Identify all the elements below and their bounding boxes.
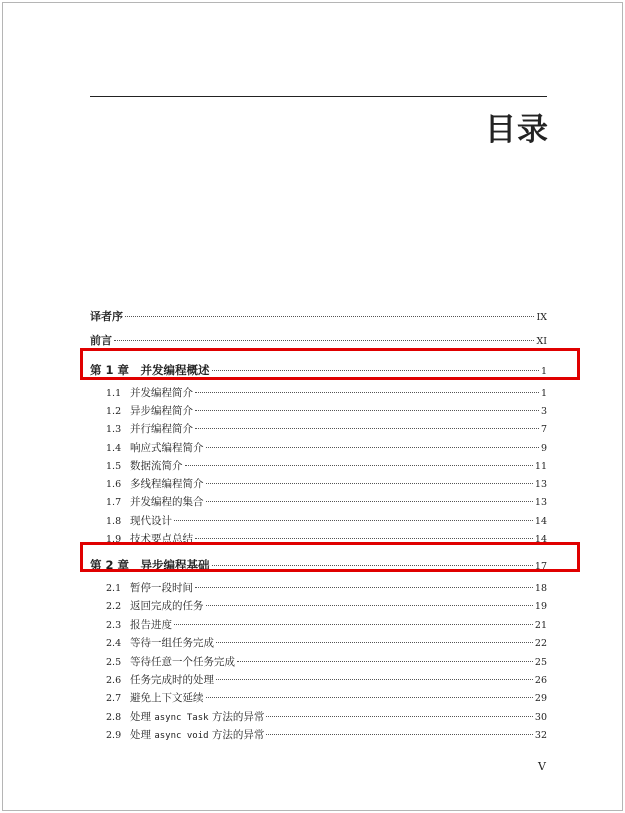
leader-dots xyxy=(195,428,539,429)
leader-dots xyxy=(185,465,533,466)
leader-dots xyxy=(195,587,533,588)
toc-section-2-3[interactable]: 2.3 报告进度 21 xyxy=(106,619,547,631)
toc-section-1-5[interactable]: 1.5 数据流简介 11 xyxy=(106,460,547,472)
leader-dots xyxy=(206,697,533,698)
leader-dots xyxy=(195,410,539,411)
toc-entry-translator-preface[interactable]: 译者序 IX xyxy=(90,310,547,323)
leader-dots xyxy=(125,316,534,317)
section-label: 处理 async Task 方法的异常 xyxy=(130,711,265,723)
toc-section-1-9[interactable]: 1.9 技术要点总结 14 xyxy=(106,533,547,545)
leader-dots xyxy=(206,483,533,484)
toc-section-2-2[interactable]: 2.2 返回完成的任务 19 xyxy=(106,600,547,612)
toc-section-1-6[interactable]: 1.6 多线程编程简介 13 xyxy=(106,478,547,490)
toc-chapter-1[interactable]: 第 1 章 并发编程概述 1 xyxy=(90,363,547,377)
toc-section-1-7[interactable]: 1.7 并发编程的集合 13 xyxy=(106,496,547,508)
title-rule xyxy=(90,96,547,97)
leader-dots xyxy=(266,716,533,717)
toc-section-2-5[interactable]: 2.5 等待任意一个任务完成 25 xyxy=(106,656,547,668)
leader-dots xyxy=(266,734,533,735)
highlight-box-chapter-2 xyxy=(80,542,580,572)
leader-dots xyxy=(237,661,533,662)
leader-dots xyxy=(195,392,539,393)
page-title: 目录 xyxy=(485,112,549,148)
leader-dots xyxy=(206,447,539,448)
toc-section-1-1[interactable]: 1.1 并发编程简介 1 xyxy=(106,387,547,399)
highlight-box-chapter-1 xyxy=(80,348,580,380)
toc-section-2-4[interactable]: 2.4 等待一组任务完成 22 xyxy=(106,637,547,649)
toc-section-2-8[interactable]: 2.8 处理 async Task 方法的异常 30 xyxy=(106,711,547,723)
toc-entry-preface[interactable]: 前言 XI xyxy=(90,334,547,347)
leader-dots xyxy=(195,538,533,539)
toc-section-1-3[interactable]: 1.3 并行编程简介 7 xyxy=(106,423,547,435)
leader-dots xyxy=(206,605,533,606)
leader-dots xyxy=(174,624,533,625)
leader-dots xyxy=(114,340,534,341)
leader-dots xyxy=(216,679,533,680)
toc-section-2-7[interactable]: 2.7 避免上下文延续 29 xyxy=(106,692,547,704)
page-number: V xyxy=(538,760,546,773)
toc-section-1-4[interactable]: 1.4 响应式编程简介 9 xyxy=(106,442,547,454)
toc-section-2-9[interactable]: 2.9 处理 async void 方法的异常 32 xyxy=(106,729,547,741)
leader-dots xyxy=(206,501,533,502)
toc-section-2-1[interactable]: 2.1 暂停一段时间 18 xyxy=(106,582,547,594)
leader-dots xyxy=(216,642,533,643)
section-label: 处理 async void 方法的异常 xyxy=(130,729,265,741)
toc-chapter-2[interactable]: 第 2 章 异步编程基础 17 xyxy=(90,558,547,572)
code-token: async void xyxy=(154,731,209,741)
code-token: async Task xyxy=(154,713,209,723)
toc-section-2-6[interactable]: 2.6 任务完成时的处理 26 xyxy=(106,674,547,686)
toc-section-1-2[interactable]: 1.2 异步编程简介 3 xyxy=(106,405,547,417)
toc-section-1-8[interactable]: 1.8 现代设计 14 xyxy=(106,515,547,527)
leader-dots xyxy=(174,520,533,521)
